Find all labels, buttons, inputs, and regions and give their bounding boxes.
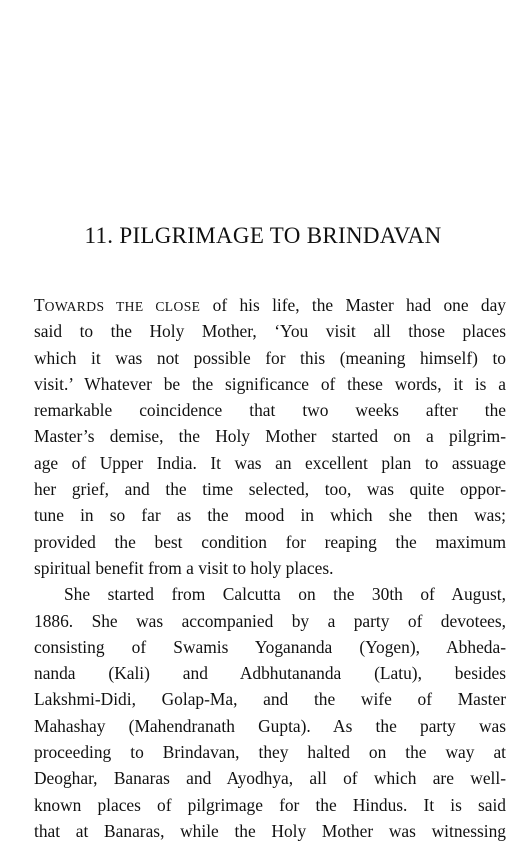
body-text bbox=[34, 292, 506, 844]
paragraph-2-line-7: proceeding to Brindavan, they halted on the way at bbox=[34, 742, 506, 763]
paragraph-1-line-11: spiritual benefit from a visit to holy places. bbox=[34, 557, 334, 578]
small-caps-initial: T bbox=[34, 295, 45, 315]
paragraph-2-line-4: nanda (Kali) and Adbhutananda (Latu), besides bbox=[34, 663, 506, 684]
paragraph-1-line-6: Master’s demise, the Holy Mother started on a pilgrim- bbox=[34, 426, 506, 447]
paragraph-1-line-10: provided the best condition for reaping the maximum bbox=[34, 531, 506, 552]
small-caps-lead: OWARDS THE CLOSE bbox=[44, 299, 201, 314]
paragraph-2-line-2: 1886. She was accompanied by a party of devotees, bbox=[34, 610, 506, 631]
line-text: of his life, the Master had one day bbox=[200, 295, 506, 315]
paragraph-1-line-5: remarkable coincidence that two weeks after the bbox=[34, 400, 506, 421]
paragraph-2-line-5: Lakshmi-Didi, Golap-Ma, and the wife of Master bbox=[34, 689, 506, 710]
paragraph-1-line-4: visit.’ Whatever be the significance of these words, it is a bbox=[34, 373, 506, 394]
paragraph-1-line-2: said to the Holy Mother, ‘You visit all those places bbox=[34, 321, 506, 342]
paragraph-2-line-10: that at Banaras, while the Holy Mother was witnessing bbox=[34, 820, 506, 841]
paragraph-1-line-1 bbox=[34, 292, 506, 318]
paragraph-2-line-1: She started from Calcutta on the 30th of August, bbox=[64, 584, 506, 605]
chapter-title: 11. PILGRIMAGE TO BRINDAVAN bbox=[84, 223, 442, 248]
paragraph-1-line-3: which it was not possible for this (meaning himself) to bbox=[34, 347, 506, 368]
paragraph-1-line-8: her grief, and the time selected, too, was quite oppor- bbox=[34, 479, 506, 500]
paragraph-2-line-6: Mahashay (Mahendranath Gupta). As the party was bbox=[34, 715, 506, 736]
paragraph-2-line-3: consisting of Swamis Yogananda (Yogen), Abheda- bbox=[34, 636, 506, 657]
paragraph-2-line-9: known places of pilgrimage for the Hindus. It is said bbox=[34, 794, 506, 815]
paragraph-1-line-9: tune in so far as the mood in which she then was; bbox=[34, 505, 506, 526]
paragraph-2-line-8: Deoghar, Banaras and Ayodhya, all of which are well- bbox=[34, 768, 506, 789]
paragraph-1-line-7: age of Upper India. It was an excellent plan to assuage bbox=[34, 452, 506, 473]
